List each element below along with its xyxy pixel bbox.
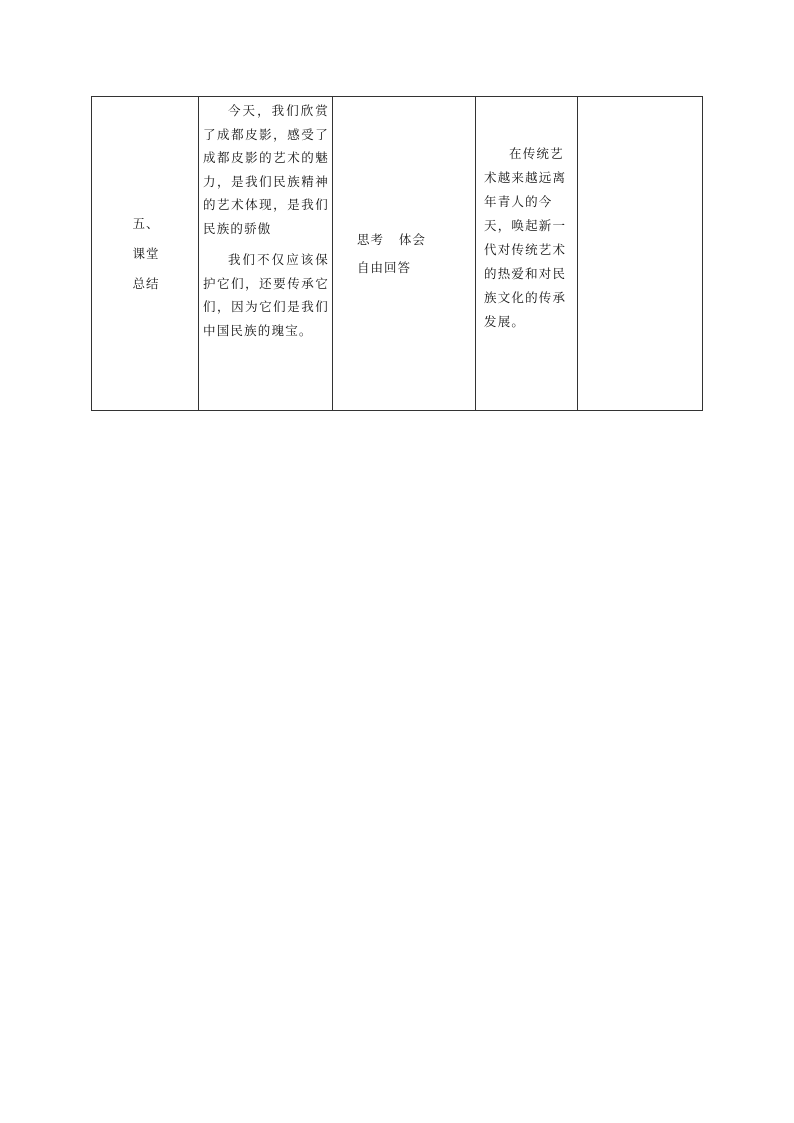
stage-cell — [92, 97, 199, 411]
design-intent-text: 在传统艺术越来越远离年青人的今天，唤起新一代对传统艺术的热爱和对民族文化的传承发展。 — [484, 145, 567, 329]
design-intent-cell — [476, 97, 578, 411]
lesson-plan-table — [91, 96, 703, 411]
teacher-paragraph-2: 我们不仅应该保护它们，还要传承它们，因为它们是我们中国民族的瑰宝。 — [203, 252, 329, 338]
teacher-activity-cell — [199, 97, 333, 411]
stage-number: 五、 — [132, 215, 160, 231]
notes-cell — [578, 97, 703, 411]
student-activity-cell — [333, 97, 476, 411]
student-activity-line-2: 自由回答 — [357, 259, 412, 275]
stage-title-line-1: 课堂 — [132, 245, 160, 261]
student-activity-line-1: 思考 体会 — [357, 231, 426, 247]
teacher-paragraph-1: 今天，我们欣赏了成都皮影，感受了成都皮影的艺术的魅力，是我们民族精神的艺术体现，是我们民族的骄傲 — [203, 103, 329, 236]
table-row — [92, 97, 703, 411]
stage-title-line-2: 总结 — [132, 275, 160, 291]
